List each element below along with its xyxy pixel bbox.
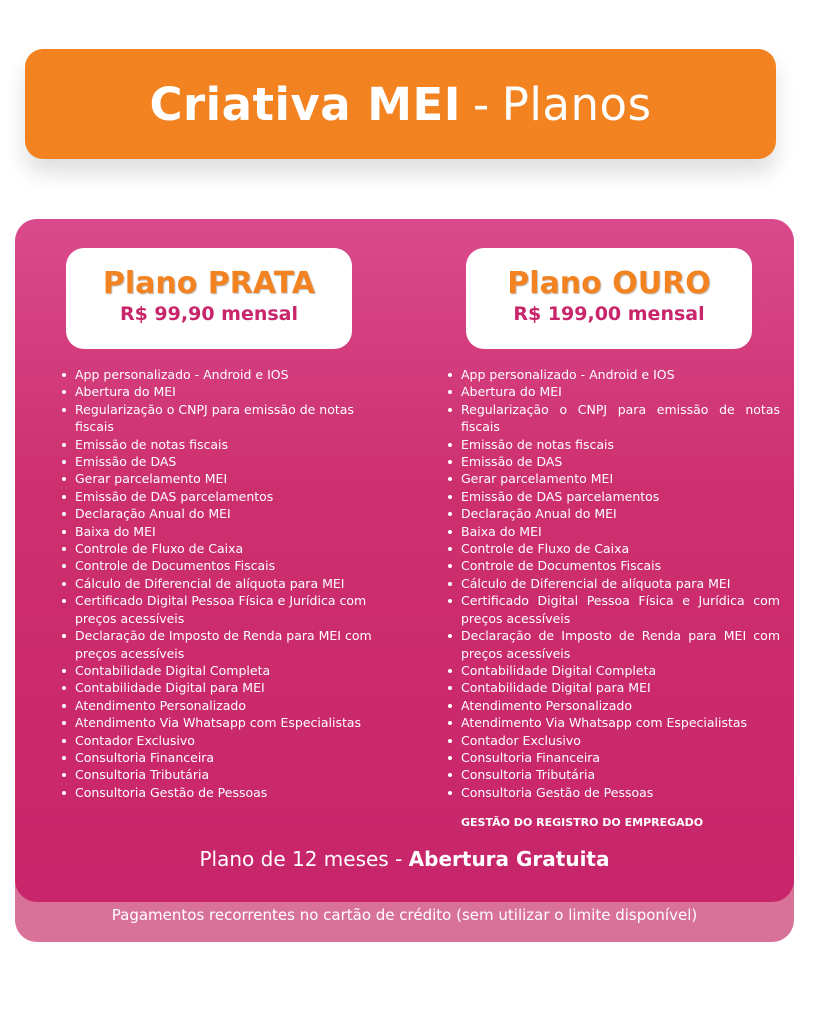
plan-ouro-extra-feature: GESTÃO DO REGISTRO DO EMPREGADO [461,816,704,829]
feature-list-item: Declaração Anual do MEI [59,505,379,522]
plan-ouro-feature-list [445,366,780,801]
plan-prata-price: R$ 99,90 mensal [119,303,299,325]
plan-duration-note [15,847,794,871]
page-title-brand: Criativa MEI [149,77,462,131]
plan-prata-feature-list [59,366,379,801]
feature-list-item: Atendimento Personalizado [59,697,379,714]
feature-list-item: Consultoria Financeira [59,749,379,766]
feature-list-item: App personalizado - Android e IOS [445,366,780,383]
free-opening-text: Abertura Gratuita [408,847,610,871]
feature-list-item: Atendimento Via Whatsapp com Especialistas [59,714,379,731]
feature-list-item: Controle de Fluxo de Caixa [445,540,780,557]
feature-list-item: Contabilidade Digital para MEI [59,679,379,696]
feature-list-item: Consultoria Gestão de Pessoas [445,784,780,801]
feature-list-item: Consultoria Tributária [59,766,379,783]
feature-list-item: Declaração de Imposto de Renda para MEI com preços acessíveis [59,627,379,662]
feature-list-item: Contador Exclusivo [445,732,780,749]
plans-card [15,219,794,902]
feature-list-item: Abertura do MEI [59,383,379,400]
feature-list-item: Abertura do MEI [445,383,780,400]
plan-ouro-price: R$ 199,00 mensal [513,303,705,325]
feature-list-item: App personalizado - Android e IOS [59,366,379,383]
feature-list-item: Certificado Digital Pessoa Física e Jurídica com preços acessíveis [59,592,379,627]
feature-list-item: Regularização o CNPJ para emissão de notas fiscais [59,401,379,436]
feature-list-item: Emissão de DAS [59,453,379,470]
feature-list-item: Cálculo de Diferencial de alíquota para MEI [59,575,379,592]
feature-list-item: Controle de Fluxo de Caixa [59,540,379,557]
plan-duration-text: Plano de 12 meses - [199,847,403,871]
feature-list-item: Contabilidade Digital Completa [59,662,379,679]
feature-list-item: Consultoria Financeira [445,749,780,766]
feature-list-item: Atendimento Personalizado [445,697,780,714]
feature-list-item: Contabilidade Digital para MEI [445,679,780,696]
plan-ouro-name: Plano OURO [507,266,711,301]
feature-list-item: Emissão de DAS parcelamentos [445,488,780,505]
feature-list-item: Emissão de notas fiscais [59,436,379,453]
page-title-banner [25,49,776,159]
feature-list-item: Consultoria Tributária [445,766,780,783]
feature-list-item: Contabilidade Digital Completa [445,662,780,679]
plan-prata-header [66,248,352,349]
feature-list-item: Gerar parcelamento MEI [445,470,780,487]
feature-list-item: Certificado Digital Pessoa Física e Jurídica com preços acessíveis [445,592,780,627]
feature-list-item: Emissão de notas fiscais [445,436,780,453]
feature-list-item: Cálculo de Diferencial de alíquota para MEI [445,575,780,592]
feature-list-item: Contador Exclusivo [59,732,379,749]
feature-list-item: Declaração Anual do MEI [445,505,780,522]
plan-ouro-header [466,248,752,349]
feature-list-item: Atendimento Via Whatsapp com Especialistas [445,714,780,731]
plan-prata-name: Plano PRATA [102,266,316,301]
page-title-separator: - [473,77,490,131]
payment-note: Pagamentos recorrentes no cartão de crédito (sem utilizar o limite disponível) [111,906,698,924]
feature-list-item: Emissão de DAS [445,453,780,470]
feature-list-item: Emissão de DAS parcelamentos [59,488,379,505]
feature-list-item: Controle de Documentos Fiscais [59,557,379,574]
feature-list-item: Consultoria Gestão de Pessoas [59,784,379,801]
feature-list-item: Baixa do MEI [59,523,379,540]
feature-list-item: Declaração de Imposto de Renda para MEI com preços acessíveis [445,627,780,662]
feature-list-item: Regularização o CNPJ para emissão de notas fiscais [445,401,780,436]
feature-list-item: Baixa do MEI [445,523,780,540]
feature-list-item: Controle de Documentos Fiscais [445,557,780,574]
page-title-section: Planos [501,77,652,131]
feature-list-item: Gerar parcelamento MEI [59,470,379,487]
